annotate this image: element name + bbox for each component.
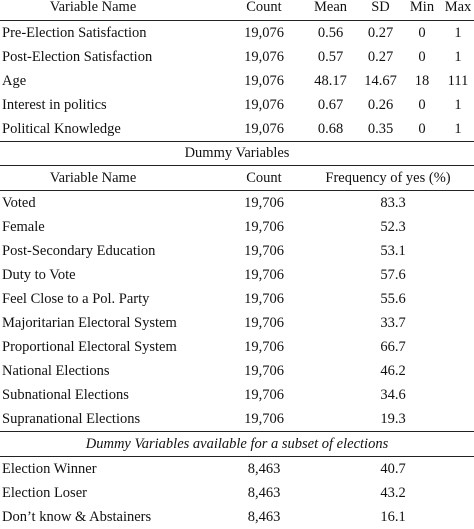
frequency-cell: 16.1 (380, 509, 406, 525)
header-max: Max (442, 0, 474, 21)
min-cell: 0 (418, 49, 426, 65)
variable-name-cell: Election Winner (2, 461, 97, 477)
header-count: Count (226, 166, 302, 191)
continuous-header-row (0, 0, 474, 21)
frequency-cell: 43.2 (380, 485, 406, 501)
subset-section-title: Dummy Variables available for a subset of elections (0, 432, 474, 457)
count-cell: 19,706 (244, 387, 284, 403)
variable-name-cell: Duty to Vote (2, 267, 76, 283)
min-cell: 0 (402, 117, 442, 142)
sd-cell: 14.67 (364, 73, 397, 89)
frequency-cell: 19.3 (302, 407, 474, 432)
count-cell: 19,706 (244, 195, 284, 211)
variable-name-cell: Majoritarian Electoral System (2, 315, 177, 331)
table-row (0, 335, 474, 359)
frequency-cell: 33.7 (380, 315, 406, 331)
count-cell: 19,076 (244, 49, 284, 65)
table-row (0, 117, 474, 142)
table-row (0, 457, 474, 481)
sd-cell: 0.27 (367, 25, 394, 41)
dummy-variables-title: Dummy Variables (0, 142, 474, 166)
min-cell: 0 (418, 97, 426, 113)
count-cell: 19,706 (226, 407, 302, 432)
mean-cell: 0.57 (317, 49, 344, 65)
variable-name-cell: Pre-Election Satisfaction (2, 25, 147, 41)
table-row (0, 287, 474, 311)
variable-name-cell: Voted (2, 195, 36, 211)
continuous-variables-table (0, 0, 474, 142)
sd-cell: 0.27 (367, 49, 394, 65)
header-frequency: Frequency of yes (%) (302, 166, 474, 191)
frequency-cell: 40.7 (380, 461, 406, 477)
frequency-cell: 57.6 (380, 267, 406, 283)
count-cell: 19,076 (244, 97, 284, 113)
max-cell: 111 (447, 73, 469, 89)
table-row (0, 263, 474, 287)
max-cell: 1 (442, 117, 474, 142)
mean-cell: 48.17 (314, 73, 347, 89)
count-cell: 19,706 (244, 219, 284, 235)
table-row (0, 45, 474, 69)
variable-name-cell: Post-Secondary Education (2, 243, 156, 259)
header-min: Min (402, 0, 442, 21)
table-row (0, 481, 474, 505)
table-row (0, 191, 474, 216)
header-sd: SD (359, 0, 402, 21)
variable-name-cell: Subnational Elections (2, 387, 129, 403)
variable-name-cell: Don’t know & Abstainers (2, 509, 152, 525)
dummy-variables-table (0, 166, 474, 432)
variable-name-cell: Female (2, 219, 45, 235)
table-row (0, 21, 474, 46)
variable-name-cell: Political Knowledge (0, 117, 226, 142)
frequency-cell: 52.3 (380, 219, 406, 235)
table-row (0, 69, 474, 93)
frequency-cell: 55.6 (380, 291, 406, 307)
count-cell: 8,463 (247, 509, 281, 525)
variable-name-cell: Feel Close to a Pol. Party (2, 291, 150, 307)
header-count: Count (226, 0, 302, 21)
count-cell: 19,706 (244, 267, 284, 283)
table-row (0, 407, 474, 432)
count-cell: 19,076 (244, 73, 284, 89)
count-cell: 19,706 (244, 363, 284, 379)
header-mean: Mean (302, 0, 359, 21)
max-cell: 1 (454, 49, 462, 65)
count-cell: 19,076 (244, 25, 284, 41)
mean-cell: 0.67 (317, 97, 344, 113)
variable-name-cell: National Elections (2, 363, 110, 379)
dummy-header-row (0, 166, 474, 191)
max-cell: 1 (454, 25, 462, 41)
mean-cell: 0.56 (317, 25, 344, 41)
count-cell: 19,706 (244, 243, 284, 259)
table-row (0, 93, 474, 117)
variable-name-cell: Age (2, 73, 27, 89)
count-cell: 19,076 (226, 117, 302, 142)
frequency-cell: 53.1 (380, 243, 406, 259)
header-variable-name: Variable Name (0, 166, 226, 191)
sd-cell: 0.26 (367, 97, 394, 113)
min-cell: 18 (414, 73, 430, 89)
table-row (0, 215, 474, 239)
table-row (0, 505, 474, 529)
variable-name-cell: Interest in politics (2, 97, 107, 113)
count-cell: 19,706 (244, 291, 284, 307)
count-cell: 8,463 (247, 461, 281, 477)
count-cell: 19,706 (244, 315, 284, 331)
min-cell: 0 (418, 25, 426, 41)
subset-variables-table (0, 457, 474, 529)
variable-name-cell: Post-Election Satisfaction (2, 49, 153, 65)
max-cell: 1 (454, 97, 462, 113)
header-variable-name: Variable Name (0, 0, 226, 21)
frequency-cell: 66.7 (380, 339, 406, 355)
mean-cell: 0.68 (302, 117, 359, 142)
count-cell: 8,463 (247, 485, 281, 501)
table-row (0, 383, 474, 407)
count-cell: 19,706 (244, 339, 284, 355)
sd-cell: 0.35 (359, 117, 402, 142)
frequency-cell: 34.6 (380, 387, 406, 403)
table-row (0, 311, 474, 335)
table-row (0, 359, 474, 383)
variable-name-cell: Supranational Elections (0, 407, 226, 432)
table-row (0, 239, 474, 263)
frequency-cell: 83.3 (380, 195, 406, 211)
variable-name-cell: Election Loser (2, 485, 87, 501)
frequency-cell: 46.2 (380, 363, 406, 379)
variable-name-cell: Proportional Electoral System (2, 339, 177, 355)
